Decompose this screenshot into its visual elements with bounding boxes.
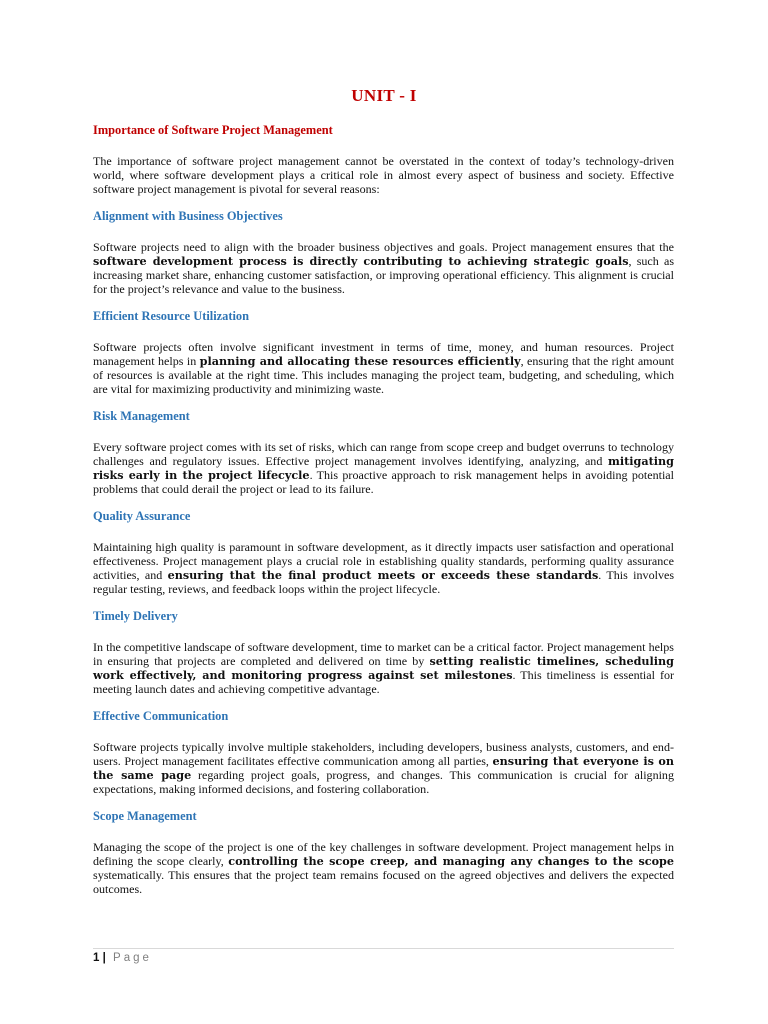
section-heading: Risk Management [93,409,190,423]
section-timely-delivery [93,609,674,696]
paragraph-text: . This proactive approach to risk management helps in avoiding potential problems that could derail the project or lead to its failure. [93,468,675,496]
paragraph-text: Software projects often involve significant investment in terms of time, money, and human resources. Project management helps in [93,340,674,368]
section-heading: Quality Assurance [93,509,191,523]
footer-divider [93,948,674,949]
section-heading: Effective Communication [93,709,229,723]
section-paragraph [93,840,674,896]
footer-separator: | [102,952,106,964]
section-scope-management [93,809,674,896]
section-effective-communication [93,709,674,796]
paragraph-bold-text: ensuring that the final product meets or exceeds these standards [167,568,599,582]
paragraph-bold-text: controlling the scope creep, and managing any changes to the scope [228,854,674,868]
unit-title: UNIT - I [351,86,417,105]
paragraph-text: . This timeliness is essential for meeting launch dates and achieving competitive advantage. [93,668,674,696]
document-heading: Importance of Software Project Management [93,123,333,137]
paragraph-text: Every software project comes with its set of risks, which can range from scope creep and budget overruns to technology challenges and regulatory issues. Effective project management involves identifying, analyzing, and [93,440,674,468]
section-resource-utilization [93,309,674,396]
paragraph-bold-text: ensuring that everyone is on the same page [93,754,675,782]
section-paragraph [93,240,674,296]
page-word: Page [113,952,152,964]
section-paragraph [93,540,674,596]
paragraph-bold-text: planning and allocating these resources efficiently [199,354,521,368]
page-footer [93,952,152,964]
paragraph-text: Software projects need to align with the broader business objectives and goals. Project management ensures that the [93,240,674,254]
paragraph-text: Maintaining high quality is paramount in software development, as it directly impacts user satisfaction and operational effectiveness. Project management plays a crucial role in establishing quality standards, performing quality assurance activities, and [93,540,674,582]
section-alignment [93,209,674,296]
section-paragraph [93,640,674,696]
section-heading: Scope Management [93,809,197,823]
paragraph-bold-text: software development process is directly contributing to achieving strategic goals [93,254,629,268]
page-content [93,123,674,909]
paragraph-bold-text: mitigating risks early in the project lifecycle [93,454,674,482]
page-number: 1 [93,952,100,964]
paragraph-text: , such as increasing market share, enhancing customer satisfaction, or improving operational efficiency. This alignment is crucial for the project’s relevance and value to the business. [93,254,675,296]
section-heading: Efficient Resource Utilization [93,309,249,323]
paragraph-text: regarding project goals, progress, and changes. This communication is crucial for aligning expectations, making informed decisions, and fostering collaboration. [93,768,674,796]
paragraph-text: . This involves regular testing, reviews, and feedback loops within the project lifecycle. [93,568,675,596]
section-risk-management [93,409,674,496]
section-heading: Alignment with Business Objectives [93,209,283,223]
paragraph-text: In the competitive landscape of software development, time to market can be a critical factor. Project management helps in ensuring that projects are completed and delivered on time by [93,640,674,668]
section-quality-assurance [93,509,674,596]
paragraph-text: Managing the scope of the project is one of the key challenges in software development. Project management helps in defining the scope clearly, [93,840,674,868]
paragraph-bold-text: setting realistic timelines, scheduling work effectively, and monitoring progress against set milestones [93,654,674,682]
paragraph-text: , ensuring that the right amount of resources is available at the right time. This includes managing the project team, budgeting, and scheduling, which are vital for maximizing productivity and minimizing waste. [93,354,674,396]
paragraph-text: systematically. This ensures that the project team remains focused on the agreed objectives and delivers the expected outcomes. [93,868,674,896]
intro-paragraph: The importance of software project management cannot be overstated in the context of today’s technology-driven world, where software development plays a critical role in almost every aspect of business and society. Effective software project management is pivotal for several reasons: [93,154,674,196]
section-paragraph [93,340,674,396]
section-heading: Timely Delivery [93,609,178,623]
section-paragraph [93,440,674,496]
section-paragraph [93,740,674,796]
paragraph-text: Software projects typically involve multiple stakeholders, including developers, business analysts, customers, and end-users. Project management facilitates effective communication among all parties, [93,740,674,768]
